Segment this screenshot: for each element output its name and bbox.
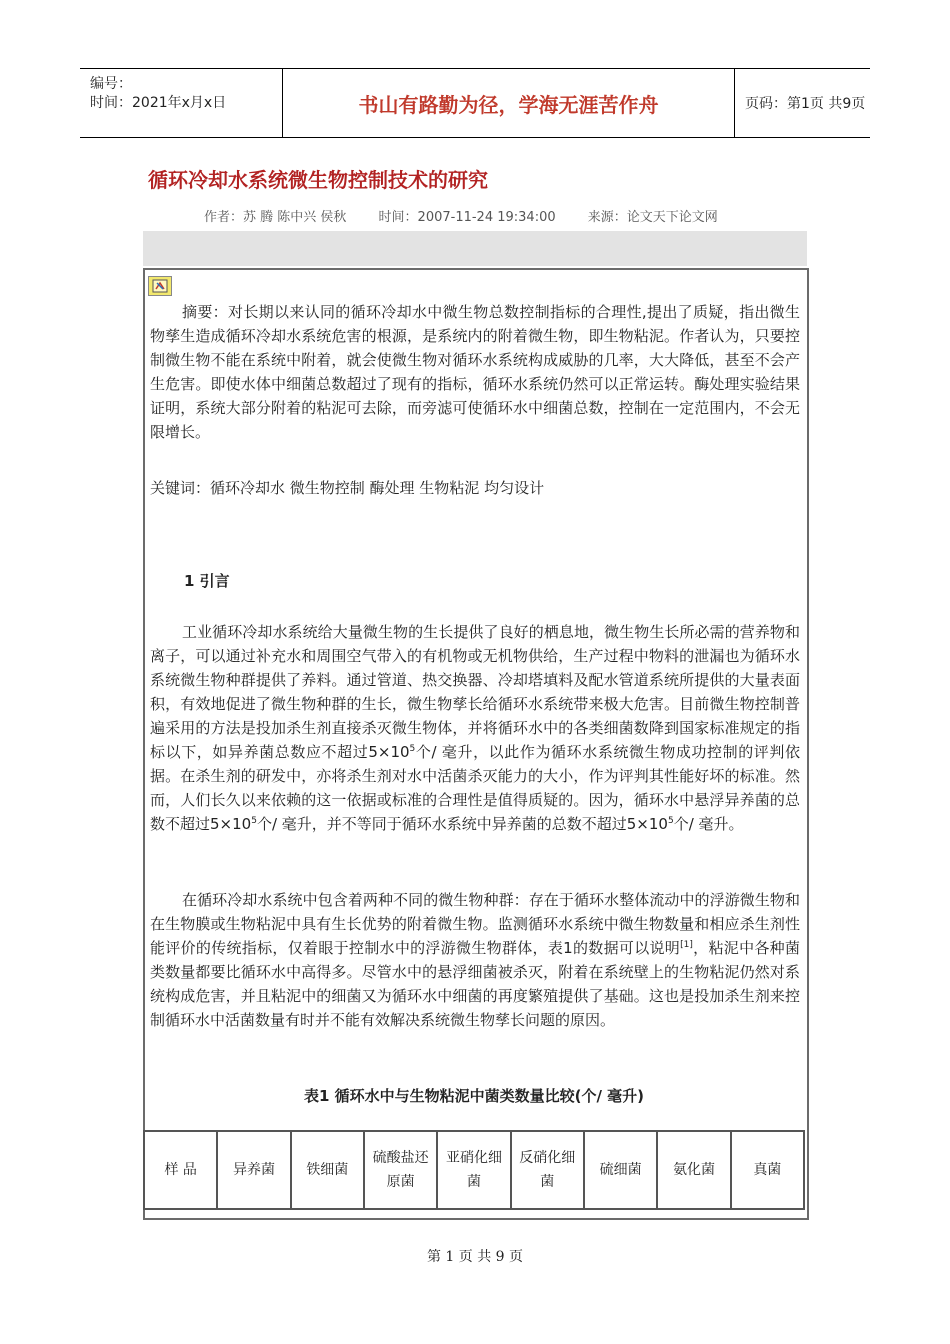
p2-text-b: ，粘泥中各种菌类数量都要比循环水中高得多。尽管水中的悬浮细菌被杀灭，附着在系统壁上的生物粘泥仍然对系统构成危害，并且粘泥中的细菌又为循环水中细菌的再度繁殖提供了基础。这也是投加杀生剂来控制循环水中活菌数量有时并不能有效解决系统微生物孳长问题的原因。 — [150, 939, 800, 1029]
article-title: 循环冷却水系统微生物控制技术的研究 — [148, 168, 488, 192]
page-footer: 第 1 页 共 9 页 — [426, 1249, 524, 1265]
article-time: 时间：2007-11-24 19:34:00 — [378, 210, 556, 225]
article-source: 来源：论文天下论文网 — [587, 210, 718, 225]
image-placeholder-icon — [148, 276, 172, 296]
p1-exponent-3: 5 — [667, 816, 674, 826]
page-header — [80, 68, 870, 138]
table-caption: 表1 循环水中与生物粘泥中菌类数量比较(个/ 毫升) — [303, 1087, 645, 1105]
table-header-cell: 氨化菌 — [657, 1131, 730, 1209]
p1-text-d: 个/ 毫升。 — [673, 815, 744, 833]
table-header-cell: 铁细菌 — [291, 1131, 364, 1209]
intro-paragraph-1 — [150, 620, 800, 836]
table-header-cell: 硫酸盐还原菌 — [364, 1131, 437, 1209]
table-header-row — [144, 1131, 804, 1209]
table-header-cell: 样 品 — [144, 1131, 217, 1209]
keywords-line: 关键词：循环冷却水 微生物控制 酶处理 生物粘泥 均匀设计 — [150, 479, 545, 497]
intro-paragraph-2 — [150, 888, 800, 1032]
p1-text-a: 工业循环冷却水系统给大量微生物的生长提供了良好的栖息地，微生物生长所必需的营养物和离子，可以通过补充水和周围空气带入的有机物或无机物供给，生产过程中物料的泄漏也为循环水系统微生物种群提供了养料。通过管道、热交换器、冷却塔填料及配水管道系统所提供的大量表面积，有效地促进了微生物种群的生长，微生物孳长给循环水系统带来极大危害。目前微生物控制普遍采用的方法是投加杀生剂直接杀灭微生物体，并将循环水中的各类细菌数降到国家标准规定的指标以下，如异养菌总数应不超过5×10 — [150, 623, 800, 761]
p2-text-a: 在循环冷却水系统中包含着两种不同的微生物种群：存在于循环水整体流动中的浮游微生物和在生物膜或生物粘泥中具有生长优势的附着微生物。监测循环水系统中微生物数量和相应杀生剂性能评价的传统指标，仅着眼于控制水中的浮游微生物群体，表1的数据可以说明 — [150, 891, 800, 957]
citation-ref: [1] — [680, 940, 693, 950]
gray-banner — [143, 231, 807, 266]
table-header-cell: 真菌 — [731, 1131, 804, 1209]
table-header-cell: 硫细菌 — [584, 1131, 657, 1209]
article-meta — [204, 206, 746, 225]
document-number-label: 编号： — [90, 76, 132, 92]
section-heading-introduction: 1 引言 — [184, 572, 230, 590]
p1-text-c: 个/ 毫升，并不等同于循环水系统中异养菌的总数不超过5×10 — [256, 815, 668, 833]
header-info — [80, 69, 282, 137]
bacteria-comparison-table — [143, 1130, 805, 1210]
table-header-cell: 亚硝化细菌 — [437, 1131, 510, 1209]
article-author: 作者：苏 腾 陈中兴 侯秋 — [204, 210, 347, 225]
p1-exponent-2: 5 — [251, 816, 257, 826]
p1-text-b: 个/ 毫升，以此作为循环水系统微生物成功控制的评判依据。在杀生剂的研发中，亦将杀生剂对水中活菌杀灭能力的大小，作为评判其性能好坏的标准。然而，人们长久以来依赖的这一依据或标准的合理性是值得质疑的。因为，循环水中悬浮异养菌的总数不超过5×10 — [150, 743, 800, 833]
table-header-cell: 反硝化细菌 — [511, 1131, 584, 1209]
header-motto: 书山有路勤为径，学海无涯苦作舟 — [282, 69, 735, 137]
broken-image-icon — [152, 279, 168, 293]
table-header-cell: 异养菌 — [217, 1131, 290, 1209]
p1-exponent-1: 5 — [409, 744, 416, 754]
abstract-paragraph: 摘要：对长期以来认同的循环冷却水中微生物总数控制指标的合理性,提出了质疑，指出微生物孳生造成循环冷却水系统危害的根源，是系统内的附着微生物，即生物粘泥。作者认为，只要控制微生物不能在系统中附着，就会使微生物对循环水系统构成威胁的几率，大大降低，甚至不会产生危害。即使水体中细菌总数超过了现有的指标，循环水系统仍然可以正常运转。酶处理实验结果证明，系统大部分附着的粘泥可去除，而旁滤可使循环水中细菌总数，控制在一定范围内，不会无限增长。 — [150, 303, 800, 441]
document-time-label: 时间：2021年x月x日 — [90, 95, 227, 111]
header-page-code: 页码：第1页 共9页 — [745, 96, 866, 112]
